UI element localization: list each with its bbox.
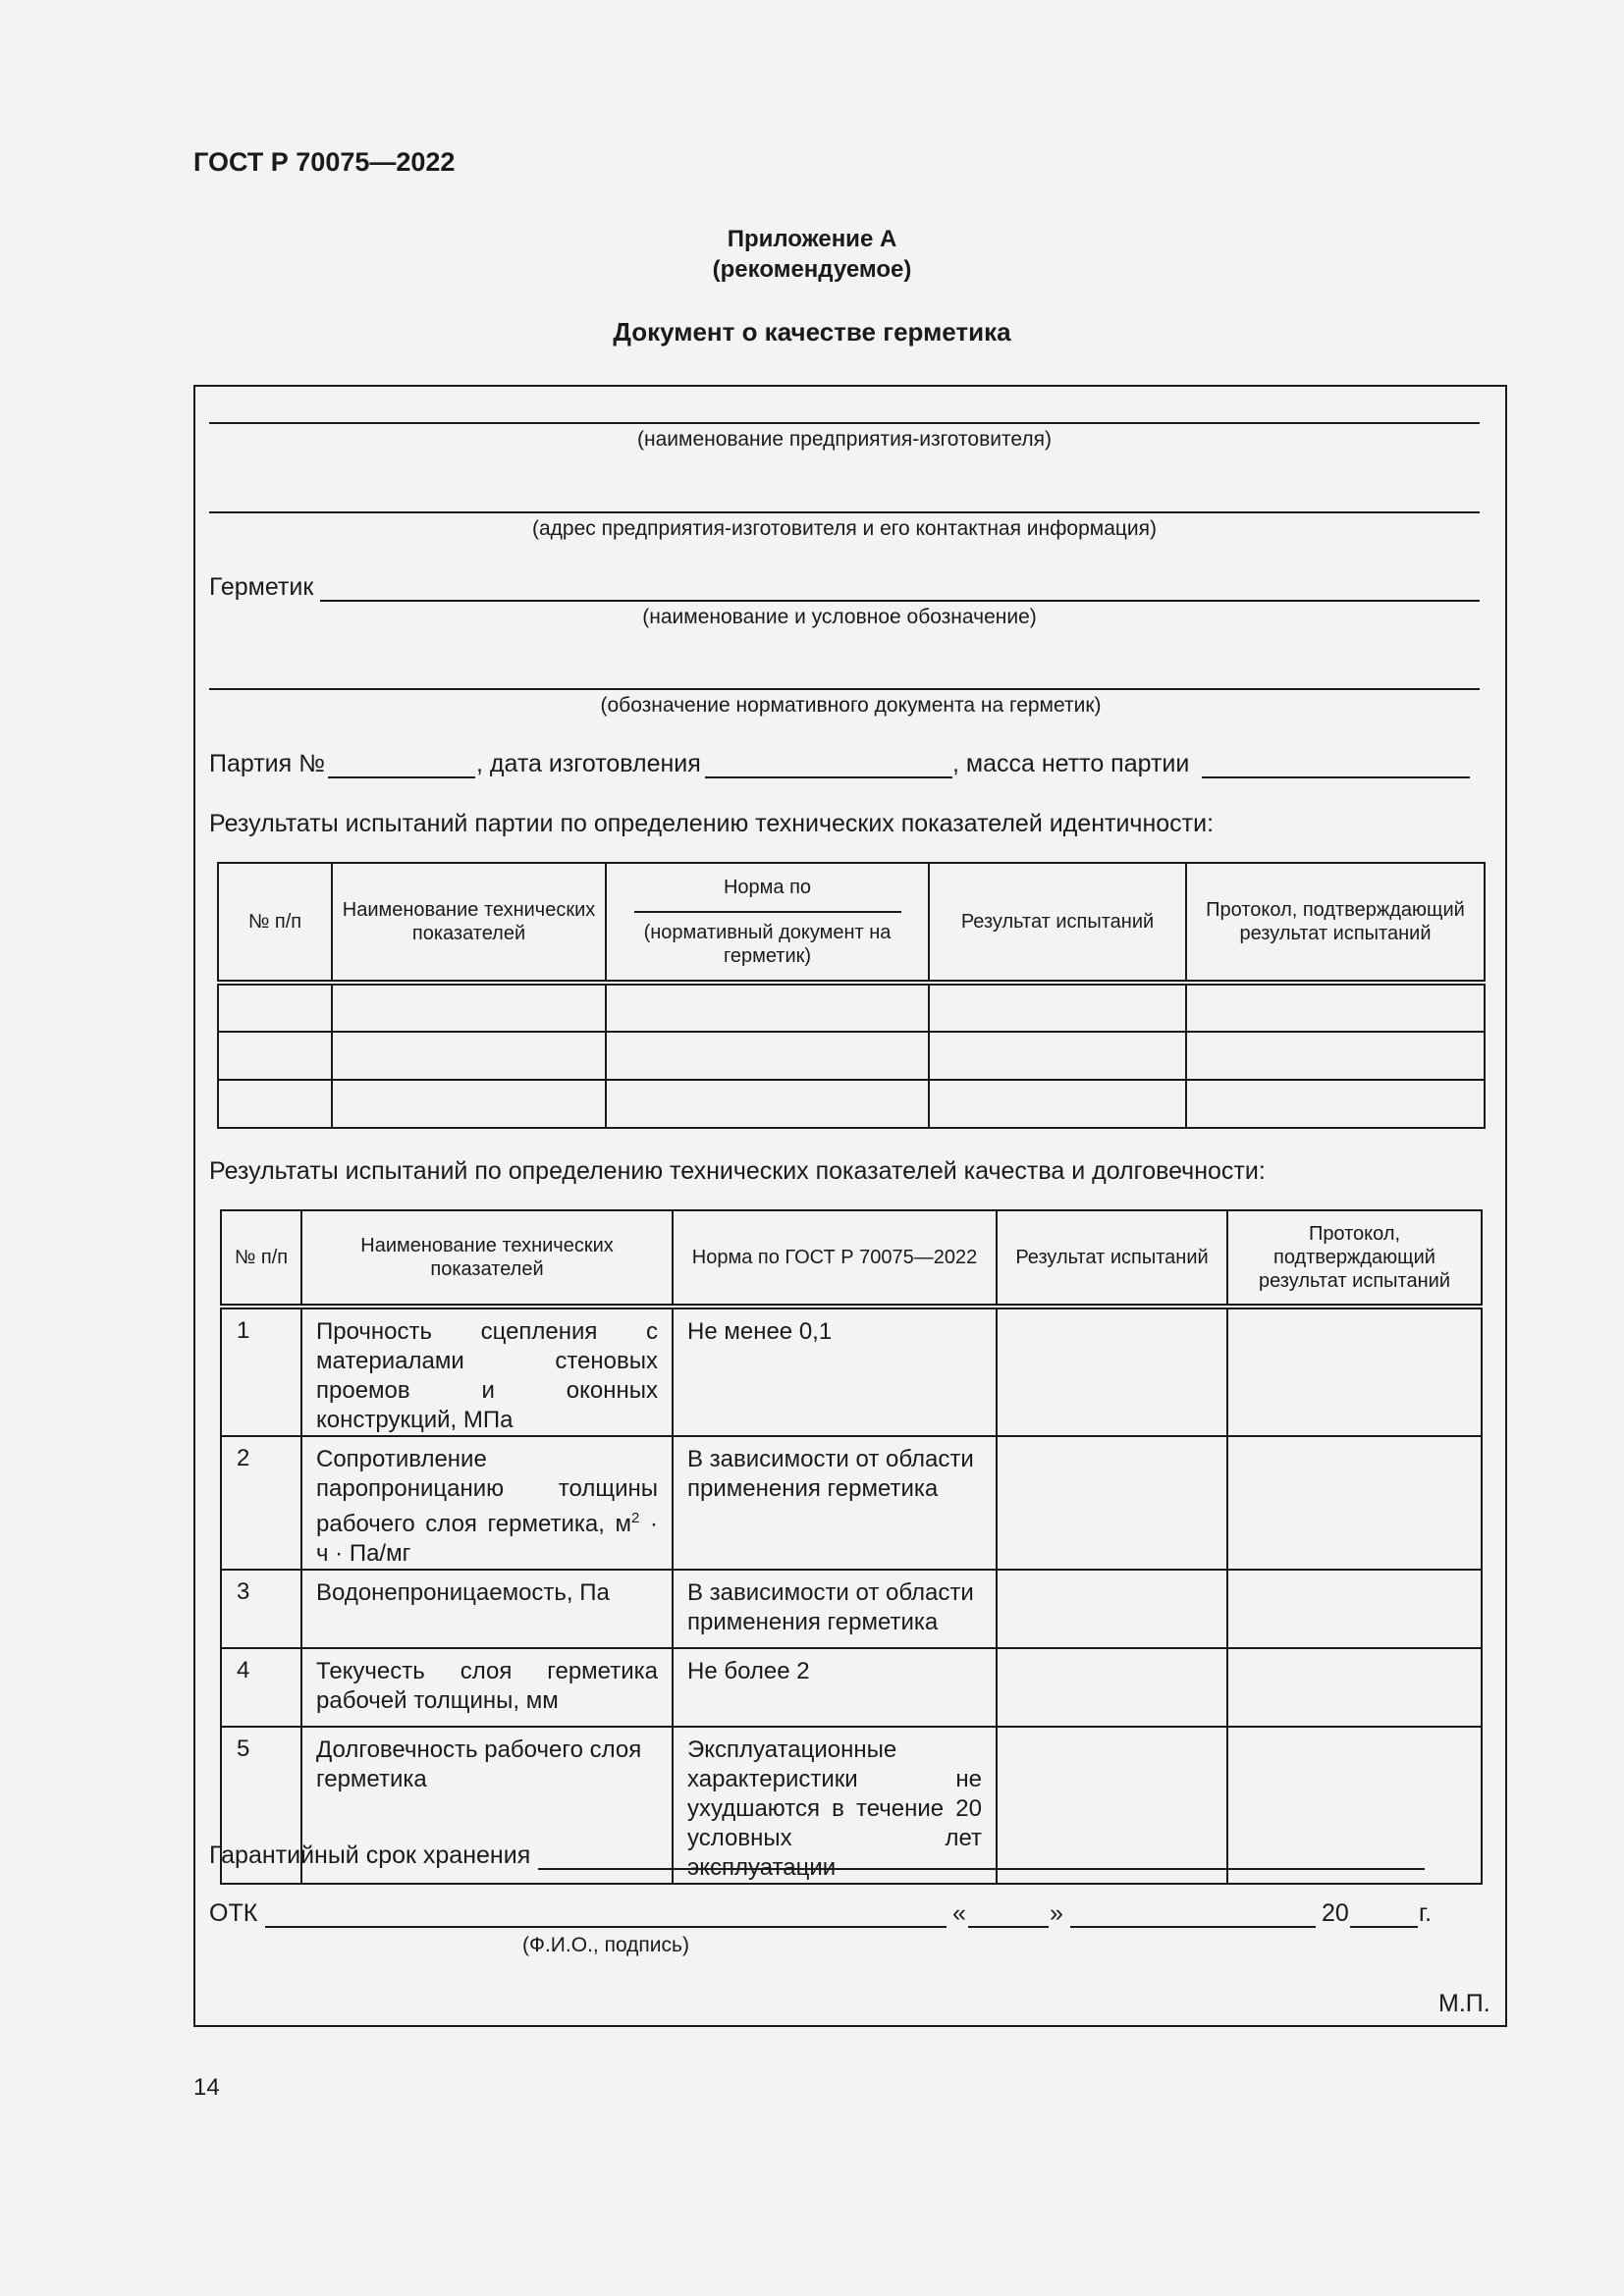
protocol-cell[interactable] bbox=[1227, 1648, 1482, 1727]
day-field[interactable] bbox=[968, 1926, 1049, 1928]
indicator-norm: В зависимости от области применения герметика bbox=[673, 1570, 997, 1648]
indicator-name: Водонепроницаемость, Па bbox=[301, 1570, 673, 1648]
identity-results-table bbox=[217, 862, 1486, 1129]
table-cell[interactable] bbox=[606, 1032, 929, 1080]
otk-label: ОТК bbox=[209, 1899, 258, 1927]
table-cell[interactable] bbox=[929, 1032, 1186, 1080]
table-row bbox=[218, 1032, 1485, 1080]
protocol-cell[interactable] bbox=[1227, 1570, 1482, 1648]
quote-close: » bbox=[1050, 1899, 1063, 1927]
indicator-name: Долговечность рабочего слоя герметика bbox=[301, 1727, 673, 1884]
normative-doc-caption: (обозначение нормативного документа на герметик) bbox=[600, 694, 1102, 717]
identity-header-result: Результат испытаний bbox=[929, 863, 1186, 983]
table-cell[interactable] bbox=[1186, 983, 1485, 1032]
warranty-field-line[interactable] bbox=[538, 1868, 1425, 1870]
table-cell[interactable] bbox=[218, 1032, 332, 1080]
quality-results-title: Результаты испытаний по определению технических показателей качества и долговечности: bbox=[209, 1157, 1266, 1185]
indicator-norm: Не более 2 bbox=[673, 1648, 997, 1727]
identity-header-protocol: Протокол, подтверждающий результат испытаний bbox=[1186, 863, 1485, 983]
indicator-name: Текучесть слоя герметика рабочей толщины, мм bbox=[301, 1648, 673, 1727]
table-row bbox=[221, 1436, 1482, 1570]
table-cell[interactable] bbox=[332, 983, 606, 1032]
table-row bbox=[218, 1080, 1485, 1128]
quality-header-norm: Норма по ГОСТ Р 70075—2022 bbox=[673, 1210, 997, 1307]
protocol-cell[interactable] bbox=[1227, 1307, 1482, 1436]
identity-header-num: № п/п bbox=[218, 863, 332, 983]
table-cell[interactable] bbox=[606, 1080, 929, 1128]
net-mass-field[interactable] bbox=[1202, 776, 1470, 778]
row-number: 1 bbox=[221, 1307, 301, 1436]
result-cell[interactable] bbox=[997, 1570, 1227, 1648]
result-cell[interactable] bbox=[997, 1436, 1227, 1570]
row-number: 2 bbox=[221, 1436, 301, 1570]
protocol-cell[interactable] bbox=[1227, 1436, 1482, 1570]
table-row bbox=[221, 1648, 1482, 1727]
indicator-name-unit: · ч · Па/мг bbox=[316, 1511, 658, 1567]
batch-number-field[interactable] bbox=[328, 776, 475, 778]
identity-header-norm-top: Норма по bbox=[723, 877, 812, 898]
normative-doc-blank[interactable] bbox=[634, 911, 901, 913]
result-cell[interactable] bbox=[997, 1648, 1227, 1727]
production-date-field[interactable] bbox=[705, 776, 952, 778]
month-field[interactable] bbox=[1070, 1926, 1316, 1928]
identity-header-norm-bottom: (нормативный документ на герметик) bbox=[643, 922, 892, 967]
indicator-norm: Эксплуатационные характеристики не ухудшаются в течение 20 условных лет эксплуатации bbox=[673, 1727, 997, 1884]
batch-label: Партия № bbox=[209, 750, 325, 777]
result-cell[interactable] bbox=[997, 1307, 1227, 1436]
identity-header-row bbox=[218, 863, 1485, 983]
year-field[interactable] bbox=[1350, 1926, 1418, 1928]
table-cell[interactable] bbox=[929, 1080, 1186, 1128]
quality-header-result: Результат испытаний bbox=[997, 1210, 1227, 1307]
row-number: 3 bbox=[221, 1570, 301, 1648]
identity-results-title: Результаты испытаний партии по определению технических показателей идентичности: bbox=[209, 810, 1215, 837]
normative-doc-field-line[interactable] bbox=[209, 688, 1480, 690]
row-number: 5 bbox=[221, 1727, 301, 1884]
table-cell[interactable] bbox=[218, 983, 332, 1032]
quality-header-name: Наименование технических показателей bbox=[301, 1210, 673, 1307]
page-number: 14 bbox=[193, 2074, 220, 2101]
indicator-name bbox=[301, 1436, 673, 1570]
standard-code: ГОСТ Р 70075—2022 bbox=[193, 147, 456, 177]
table-cell[interactable] bbox=[332, 1032, 606, 1080]
quality-results-table bbox=[220, 1209, 1483, 1885]
table-cell[interactable] bbox=[606, 983, 929, 1032]
quote-open: « bbox=[952, 1899, 966, 1927]
identity-header-norm bbox=[606, 863, 929, 983]
signature-caption: (Ф.И.О., подпись) bbox=[522, 1934, 689, 1956]
table-cell[interactable] bbox=[1186, 1032, 1485, 1080]
indicator-norm: В зависимости от области применения герметика bbox=[673, 1436, 997, 1570]
indicator-name: Прочность сцепления с материалами стеновых проемов и оконных конструкций, МПа bbox=[301, 1307, 673, 1436]
otk-signature-field[interactable] bbox=[265, 1926, 947, 1928]
table-cell[interactable] bbox=[1186, 1080, 1485, 1128]
sealant-caption: (наименование и условное обозначение) bbox=[642, 606, 1037, 628]
table-row bbox=[221, 1307, 1482, 1436]
quality-header-protocol: Протокол, подтверждающий результат испытаний bbox=[1227, 1210, 1482, 1307]
address-caption: (адрес предприятия-изготовителя и его контактная информация) bbox=[532, 517, 1157, 540]
manufacturer-caption: (наименование предприятия-изготовителя) bbox=[637, 428, 1052, 451]
warranty-label: Гарантийный срок хранения bbox=[209, 1842, 531, 1869]
table-cell[interactable] bbox=[332, 1080, 606, 1128]
table-cell[interactable] bbox=[218, 1080, 332, 1128]
superscript: 2 bbox=[631, 1510, 640, 1526]
year-suffix: г. bbox=[1419, 1899, 1433, 1927]
sealant-label: Герметик bbox=[209, 573, 314, 601]
protocol-cell[interactable] bbox=[1227, 1727, 1482, 1884]
mass-label: , масса нетто партии bbox=[952, 750, 1190, 777]
date-label: , дата изготовления bbox=[476, 750, 701, 777]
quality-header-row bbox=[221, 1210, 1482, 1307]
table-row bbox=[218, 983, 1485, 1032]
manufacturer-field-line[interactable] bbox=[209, 422, 1480, 424]
identity-header-name: Наименование технических показателей bbox=[332, 863, 606, 983]
table-row bbox=[221, 1570, 1482, 1648]
indicator-norm: Не менее 0,1 bbox=[673, 1307, 997, 1436]
stamp-place: М.П. bbox=[1438, 1990, 1490, 2017]
address-field-line[interactable] bbox=[209, 511, 1480, 513]
appendix-type: (рекомендуемое) bbox=[712, 256, 912, 283]
table-cell[interactable] bbox=[929, 983, 1186, 1032]
result-cell[interactable] bbox=[997, 1727, 1227, 1884]
document-title: Документ о качестве герметика bbox=[613, 317, 1011, 347]
year-prefix: 20 bbox=[1322, 1899, 1349, 1927]
quality-header-num: № п/п bbox=[221, 1210, 301, 1307]
indicator-name-text: Сопротивление паропроницанию толщины рабочего слоя герметика, м bbox=[316, 1446, 658, 1537]
appendix-title: Приложение А bbox=[727, 226, 897, 252]
sealant-field-line[interactable] bbox=[320, 600, 1480, 602]
row-number: 4 bbox=[221, 1648, 301, 1727]
